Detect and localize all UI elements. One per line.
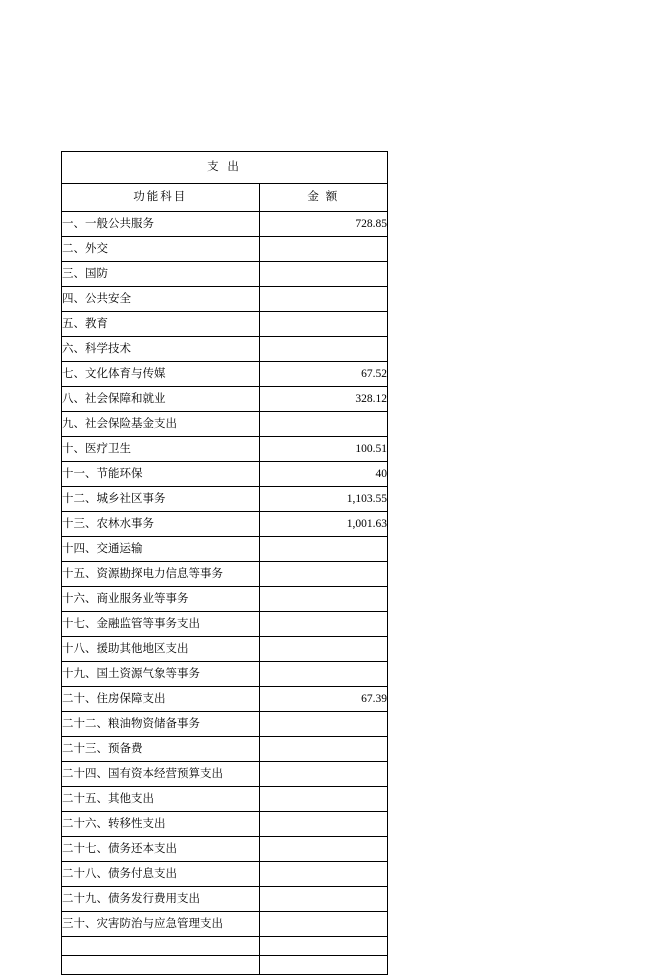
row-amount-value <box>259 562 387 587</box>
table-row <box>62 437 388 462</box>
expenditure-table <box>61 151 388 975</box>
table-row <box>62 487 388 512</box>
budget-table-container <box>61 151 388 975</box>
table-row <box>62 687 388 712</box>
row-amount-value: 728.85 <box>259 212 387 237</box>
table-body <box>62 152 388 975</box>
row-amount-value <box>259 887 387 912</box>
row-item-label: 二十、住房保障支出 <box>62 687 260 712</box>
row-amount-value <box>259 287 387 312</box>
row-amount-value <box>259 912 387 937</box>
row-item-label <box>62 937 260 956</box>
table-row <box>62 412 388 437</box>
row-item-label: 三、国防 <box>62 262 260 287</box>
table-row <box>62 862 388 887</box>
row-amount-value: 67.39 <box>259 687 387 712</box>
row-item-label: 十五、资源勘探电力信息等事务 <box>62 562 260 587</box>
row-item-label: 十八、援助其他地区支出 <box>62 637 260 662</box>
row-item-label: 三十、灾害防治与应急管理支出 <box>62 912 260 937</box>
row-amount-value <box>259 812 387 837</box>
column-header-amount: 金 额 <box>259 184 387 212</box>
row-amount-value <box>259 862 387 887</box>
row-item-label: 十四、交通运输 <box>62 537 260 562</box>
row-amount-value: 1,001.63 <box>259 512 387 537</box>
table-header-row <box>62 184 388 212</box>
row-amount-value: 100.51 <box>259 437 387 462</box>
row-item-label: 二十五、其他支出 <box>62 787 260 812</box>
row-amount-value <box>259 612 387 637</box>
row-amount-value <box>259 262 387 287</box>
table-row <box>62 262 388 287</box>
table-row <box>62 737 388 762</box>
row-amount-value <box>259 237 387 262</box>
row-item-label: 二、外交 <box>62 237 260 262</box>
table-row <box>62 337 388 362</box>
row-item-label: 五、教育 <box>62 312 260 337</box>
row-item-label: 十三、农林水事务 <box>62 512 260 537</box>
row-item-label: 十、医疗卫生 <box>62 437 260 462</box>
row-item-label: 十九、国土资源气象等事务 <box>62 662 260 687</box>
row-amount-value <box>259 662 387 687</box>
row-item-label: 二十七、债务还本支出 <box>62 837 260 862</box>
column-header-item: 功能科目 <box>62 184 260 212</box>
table-row <box>62 762 388 787</box>
table-row <box>62 212 388 237</box>
row-item-label: 二十四、国有资本经营预算支出 <box>62 762 260 787</box>
row-item-label: 十七、金融监管等事务支出 <box>62 612 260 637</box>
row-item-label: 四、公共安全 <box>62 287 260 312</box>
table-row <box>62 562 388 587</box>
row-item-label: 二十九、债务发行费用支出 <box>62 887 260 912</box>
table-row <box>62 937 388 956</box>
row-amount-value <box>259 937 387 956</box>
table-row <box>62 512 388 537</box>
row-amount-value <box>259 737 387 762</box>
row-amount-value <box>259 637 387 662</box>
row-amount-value <box>259 956 387 975</box>
row-item-label: 十二、城乡社区事务 <box>62 487 260 512</box>
row-amount-value: 328.12 <box>259 387 387 412</box>
table-row <box>62 312 388 337</box>
table-row <box>62 362 388 387</box>
row-amount-value <box>259 587 387 612</box>
table-row <box>62 462 388 487</box>
table-row <box>62 887 388 912</box>
table-row <box>62 237 388 262</box>
table-title: 支 出 <box>62 152 388 184</box>
table-row <box>62 537 388 562</box>
table-row <box>62 837 388 862</box>
row-item-label: 十一、节能环保 <box>62 462 260 487</box>
row-amount-value <box>259 537 387 562</box>
row-item-label: 七、文化体育与传媒 <box>62 362 260 387</box>
row-amount-value <box>259 337 387 362</box>
row-item-label: 八、社会保障和就业 <box>62 387 260 412</box>
row-amount-value <box>259 787 387 812</box>
row-item-label: 二十二、粮油物资储备事务 <box>62 712 260 737</box>
row-amount-value <box>259 762 387 787</box>
row-item-label: 六、科学技术 <box>62 337 260 362</box>
row-item-label: 十六、商业服务业等事务 <box>62 587 260 612</box>
row-amount-value <box>259 712 387 737</box>
table-title-row <box>62 152 388 184</box>
table-row <box>62 912 388 937</box>
row-amount-value <box>259 837 387 862</box>
table-row <box>62 662 388 687</box>
row-amount-value: 67.52 <box>259 362 387 387</box>
row-amount-value: 40 <box>259 462 387 487</box>
table-row <box>62 712 388 737</box>
table-row <box>62 612 388 637</box>
table-row <box>62 637 388 662</box>
row-item-label: 九、社会保险基金支出 <box>62 412 260 437</box>
row-amount-value: 1,103.55 <box>259 487 387 512</box>
table-row <box>62 287 388 312</box>
table-row <box>62 387 388 412</box>
table-row <box>62 956 388 975</box>
row-item-label: 二十三、预备费 <box>62 737 260 762</box>
table-row <box>62 787 388 812</box>
table-row <box>62 812 388 837</box>
row-item-label: 二十六、转移性支出 <box>62 812 260 837</box>
row-amount-value <box>259 412 387 437</box>
row-item-label: 一、一般公共服务 <box>62 212 260 237</box>
table-row <box>62 587 388 612</box>
row-amount-value <box>259 312 387 337</box>
row-item-label <box>62 956 260 975</box>
row-item-label: 二十八、债务付息支出 <box>62 862 260 887</box>
